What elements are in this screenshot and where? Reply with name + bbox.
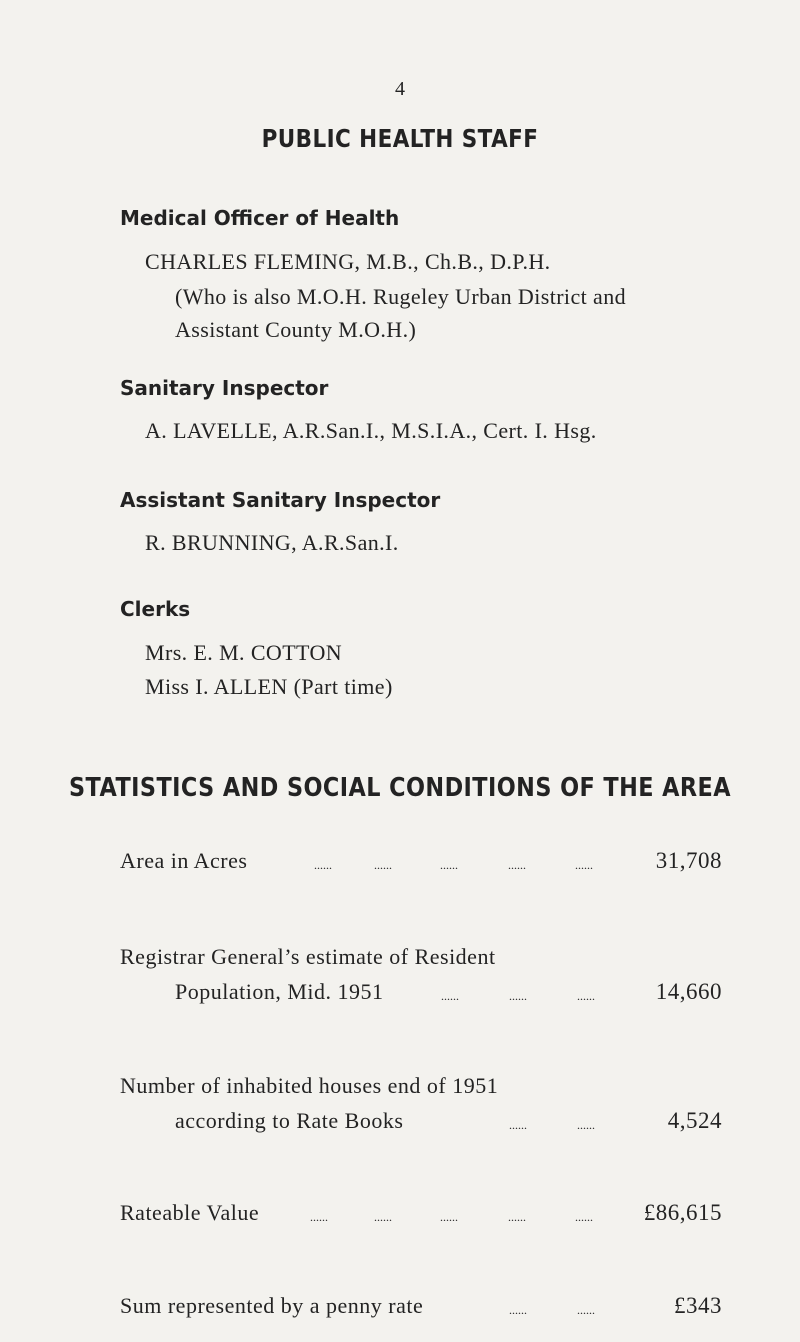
assistant-heading: Assistant Sanitary Inspector <box>120 488 441 512</box>
leader-dots: ...... <box>374 858 392 872</box>
stat-label: Registrar General’s estimate of Resident <box>120 944 496 969</box>
leader-dots: ...... <box>374 1210 392 1224</box>
stat-row-houses <box>0 1073 800 1103</box>
stat-row-population <box>0 944 800 974</box>
stat-value: £343 <box>674 1293 722 1318</box>
stat-row-area <box>0 848 800 878</box>
leader-dots: ...... <box>575 858 593 872</box>
statistics-title: STATISTICS AND SOCIAL CONDITIONS OF THE AREA <box>68 773 732 803</box>
page-number: 4 <box>395 78 405 100</box>
leader-dots: ...... <box>575 1210 593 1224</box>
stat-row-houses-cont <box>0 1108 800 1138</box>
staff-title: PUBLIC HEALTH STAFF <box>261 124 539 153</box>
stat-value: 4,524 <box>667 1108 722 1133</box>
stat-row-population-cont <box>0 979 800 1009</box>
moh-note-line-2: Assistant County M.O.H.) <box>175 317 417 342</box>
stat-row-penny-rate <box>0 1293 800 1323</box>
leader-dots: ...... <box>508 1210 526 1224</box>
assistant-name: R. BRUNNING, A.R.San.I. <box>145 530 399 555</box>
clerks-heading: Clerks <box>120 597 191 621</box>
leader-dots: ...... <box>509 1118 527 1132</box>
stat-value: £86,615 <box>643 1200 722 1225</box>
leader-dots: ...... <box>577 1303 595 1317</box>
leader-dots: ...... <box>577 989 595 1003</box>
leader-dots: ...... <box>310 1210 328 1224</box>
moh-note-line-1: (Who is also M.O.H. Rugeley Urban District and <box>175 284 626 309</box>
sanitary-name: A. LAVELLE, A.R.San.I., M.S.I.A., Cert. I. Hsg. <box>145 418 597 443</box>
clerk-name: Miss I. ALLEN (Part time) <box>145 674 393 699</box>
leader-dots: ...... <box>440 1210 458 1224</box>
sanitary-heading: Sanitary Inspector <box>120 376 329 400</box>
stat-label: Area in Acres <box>120 848 248 873</box>
stat-value: 31,708 <box>655 848 722 873</box>
leader-dots: ...... <box>577 1118 595 1132</box>
stat-row-rateable <box>0 1200 800 1230</box>
leader-dots: ...... <box>314 858 332 872</box>
stat-label: Sum represented by a penny rate <box>120 1293 424 1318</box>
moh-heading: Medical Officer of Health <box>120 206 400 230</box>
stat-label: Number of inhabited houses end of 1951 <box>120 1073 499 1098</box>
stat-label-continued: Population, Mid. 1951 <box>175 979 384 1004</box>
leader-dots: ...... <box>509 989 527 1003</box>
clerk-name: Mrs. E. M. COTTON <box>145 640 343 665</box>
leader-dots: ...... <box>509 1303 527 1317</box>
leader-dots: ...... <box>508 858 526 872</box>
stat-value: 14,660 <box>655 979 722 1004</box>
stat-label: Rateable Value <box>120 1200 260 1225</box>
leader-dots: ...... <box>441 989 459 1003</box>
leader-dots: ...... <box>440 858 458 872</box>
stat-label-continued: according to Rate Books <box>175 1108 404 1133</box>
moh-name: CHARLES FLEMING, M.B., Ch.B., D.P.H. <box>145 249 551 274</box>
